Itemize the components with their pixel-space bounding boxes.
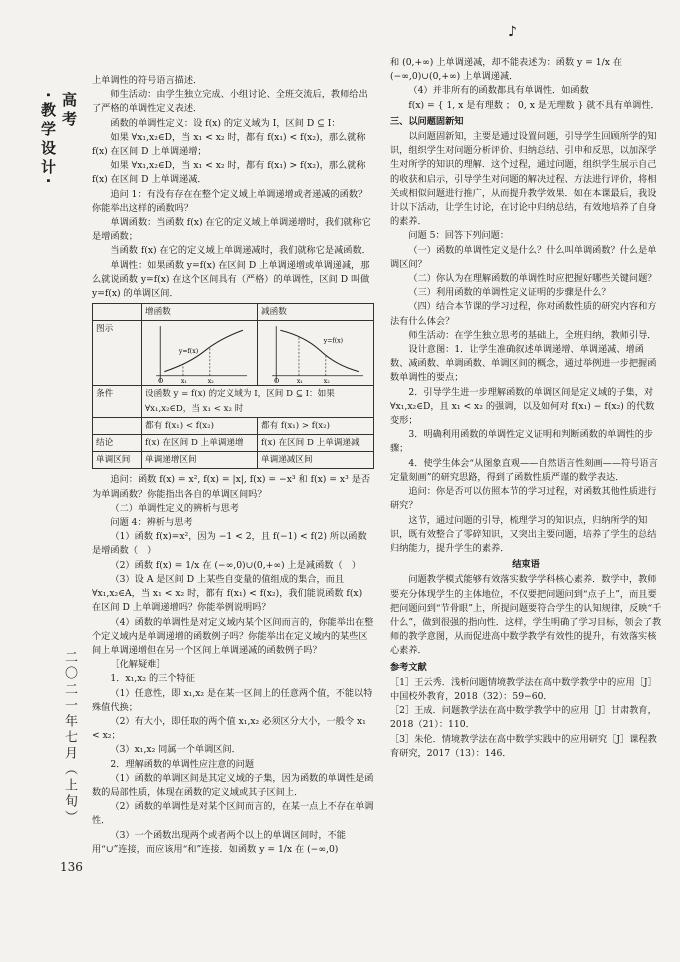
paragraph: 问题教学模式能够有效落实数学学科核心素养．数学中，教师要充分体现学生的主体地位，不仅要把问题问到“点子上”，而且要把问题问到“节骨眼”上，所提问题要符合学生的认知规律，反映“千什么”，做到很强的指向性．这样，学生明确了学习目标，领会了教师的教学意图，从而促进高中数学教学有效性的提升，有效落实核心素养． (390, 574, 662, 657)
paragraph: 追问 1：有没有存在在整个定义域上单调递增或者递减的函数？你能举出这样的函数吗？ (92, 188, 368, 214)
paragraph: （四）结合本节课的学习过程，你对函数性质的研究内容和方法有什么体会？ (390, 301, 657, 327)
paragraph: 2．理解函数的单调性应注意的问题 (110, 758, 255, 770)
table-cell: f(x) 在区间 D 上单调递增 (142, 435, 258, 452)
paragraph: ［化解疑难］ (110, 659, 166, 671)
paragraph: （3）设 A 是区间 D 上某些自变量的值组成的集合，而且 ∀x₁,x₂∈A，当 x₁ < x₂ 时，都有 f(x₁) < f(x₂)，我们能说函数 f(x) 在区间 D 上单调递增吗？你能举例说明吗？ (92, 573, 363, 614)
paragraph: 2．引导学生进一步理解函数的单调区间是定义域的子集，对 ∀x₁,x₂∈D，且 x₁ < x₂ 的强调，以及如何对 f(x₁) − f(x₂) 的代数变形； (390, 386, 655, 427)
table-row-label: 条件 (93, 386, 142, 417)
section-heading: 三、以问题固新知 (390, 115, 464, 127)
table-cell: 单调递减区间 (258, 452, 374, 469)
paragraph: （一）函数的单调性定义是什么？什么叫单调函数？什么是单调区间？ (390, 244, 657, 270)
paragraph: 如果 ∀x₁,x₂∈D，当 x₁ < x₂ 时，都有 f(x₁) < f(x₂)，那么就称 f(x) 在区间 D 上单调递增； (92, 131, 366, 158)
monotonic-comparison-table (92, 303, 374, 469)
paragraph: 追问：你是否可以仿照本节的学习过程，对函数其他性质进行研究？ (390, 486, 657, 512)
paragraph: 问题 5：回答下列问题： (408, 230, 510, 242)
journal-name: 高考 (60, 92, 78, 130)
table-cell: 单调递增区间 (142, 452, 258, 469)
paragraph: 追问：函数 f(x) = x², f(x) = |x|, f(x) = −x³ 和 f(x) = x³ 是否为单调函数？你能指出各自的单调区间吗？ (92, 474, 371, 500)
section-heading: 结束语 (512, 559, 540, 571)
svg-text:O: O (274, 378, 280, 385)
table-header: 增函数 (142, 304, 258, 321)
paragraph: 师生活动：在学生独立思考的基础上，全班归纳，教师引导． (408, 329, 657, 341)
column-name: ·教学设计· (39, 92, 57, 188)
table-row-label: 图示 (93, 321, 142, 386)
paragraph: 单调函数：当函数 f(x) 在它的定义域上单调递增时，我们就称它是增函数； (92, 217, 371, 243)
formula: f(x) = { 1, x 是有理数 ； 0, x 是无理数 } 就不具有单调性． (408, 99, 660, 111)
paragraph: 上单调性的符号语言描述． (92, 75, 203, 86)
table-header: 减函数 (258, 304, 374, 321)
paragraph: 和 (0,+∞) 上单调递减，却不能表述为：函数 y = 1/x 在 (−∞,0)∪(0,+∞) 上单调递减． (390, 57, 623, 83)
paragraph: （1）任意性，即 x₁,x₂ 是在某一区间上的任意两个值，不能以特殊值代换； (92, 687, 373, 713)
svg-text:x₁: x₁ (180, 378, 187, 385)
paragraph: 函数的单调性定义：设 f(x) 的定义域为 I，区间 D ⊆ I： (110, 117, 341, 129)
paragraph: （2）有大小，即任取的两个值 x₁,x₂ 必须区分大小，一般令 x₁ < x₂； (92, 715, 366, 742)
paragraph: （2）函数的单调性是对某个区间而言的，在某一点上不存在单调性． (92, 801, 374, 827)
table-cell: 都有 f(x₁) < f(x₂) (142, 417, 258, 434)
paragraph: 4．使学生体会“从图象直观——自然语言性刻画——符号语言定量刻画”的研究思路，得到了函数性质严谨的数学表达． (390, 457, 658, 483)
table-cell: f(x) 在区间 D 上单调递减 (258, 435, 374, 452)
paragraph: 3．明确利用函数的单调性定义证明和判断函数的单调性的步骤； (390, 429, 654, 455)
page-number: 136 (60, 860, 83, 874)
svg-text:O: O (158, 378, 164, 385)
section-heading: （二）单调性定义的辨析与思考 (110, 502, 240, 514)
left-column (92, 74, 374, 857)
reference-item: ［2］王成．问题教学法在高中数学教学中的应用［J］甘肃教育，2018（21）：110． (390, 705, 657, 731)
table-cell: 设函数 y = f(x) 的定义域为 I，区间 D ⊆ I：如果 ∀x₁,x₂∈D，当 x₁ < x₂ 时 (142, 386, 374, 417)
paragraph: （二）你认为在理解函数的单调性时应把握好哪些关键问题？ (408, 273, 657, 285)
svg-text:x₂: x₂ (207, 378, 214, 385)
reference-item: ［3］朱伦．情境教学法在高中数学实践中的应用研究［J］课程教育研究，2017（13）：146． (390, 733, 657, 759)
paragraph: 问题 4：辨析与思考 (110, 517, 193, 529)
right-column (390, 56, 662, 761)
table-row-label: 单调区间 (93, 452, 142, 469)
handwritten-mark: ♪ (508, 24, 517, 40)
paragraph: 单调性：如果函数 y=f(x) 在区间 D 上单调递增或单调递减，那么就说函数 y=f(x) 在这个区间具有（严格）的单调性，区间 D 叫做 y=f(x) 的单调区间． (92, 259, 370, 300)
paragraph: 如果 ∀x₁,x₂∈D，当 x₁ < x₂ 时，都有 f(x₁) > f(x₂)，那么就称 f(x) 在区间 D 上单调递减． (92, 160, 366, 186)
paragraph: 师生活动：由学生独立完成、小组讨论、全班交流后，教师给出了严格的单调性定义表述． (92, 89, 368, 115)
paragraph: 当函数 f(x) 在它的定义域上单调递减时，我们就称它是减函数． (110, 245, 371, 257)
paragraph: 这节，通过问题的引导，梳理学习的知识点，归纳所学的知识，既有效整合了零碎知识，又突出主要问题，培养了学生的总结归纳能力，提升学生的素养． (390, 514, 657, 554)
paragraph: （3）一个函数出现两个或者两个以上的单调区间时，不能用“∪”连接，而应该用“和”连接．如函数 y = 1/x 在 (−∞,0) (92, 829, 346, 855)
references (390, 661, 662, 761)
increasing-curve-figure (145, 322, 254, 384)
paragraph: （1）函数的单调区间是其定义域的子集，因为函数的单调性是函数的局部性质，体现在函数的定义域或其子区间上． (92, 772, 374, 798)
decreasing-curve-figure (261, 322, 370, 384)
svg-text:x₁: x₁ (296, 378, 303, 385)
issue-date: 二〇二一年七月（上旬） (62, 650, 77, 826)
reference-item: ［1］王云秀．浅析问题情境教学法在高中数学教学中的应用［J］中国校外教育，2018（32）：59−60． (390, 676, 657, 702)
paragraph: （2）函数 f(x) = 1/x 在 (−∞,0)∪(0,+∞) 上是减函数（ ） (110, 559, 362, 571)
paragraph: （三）利用函数的单调性定义证明的步骤是什么？ (408, 287, 611, 299)
svg-text:y=f(x): y=f(x) (323, 338, 344, 346)
journal-title (39, 92, 80, 188)
paragraph: （3）x₁,x₂ 同属一个单调区间． (110, 744, 241, 756)
decreasing-graph (258, 321, 374, 386)
references-title: 参考文献 (390, 661, 427, 673)
increasing-graph (142, 321, 258, 386)
table-row-label: 结论 (93, 435, 142, 452)
paragraph: （4）函数的单调性是对定义域内某个区间而言的，你能举出在整个定义域内是单调递增的函数例子吗？你能举出在定义域内的某些区间上单调递增但在另一个区间上单调递减的函数例子吗？ (92, 616, 374, 656)
svg-text:x₂: x₂ (323, 378, 330, 385)
paragraph: 设计意图：1．让学生准确叙述单调递增、单调递减、增函数、减函数、单调函数、单调区间的概念，通过举例进一步把握函数单调性的要点； (390, 344, 657, 384)
paragraph: （4）并非所有的函数都具有单调性．如函数 (408, 85, 589, 97)
svg-text:y=f(x): y=f(x) (178, 348, 199, 356)
paragraph: （1）函数 f(x)=x²，因为 −1 < 2，且 f(−1) < f(2) 所以函数是增函数（ ） (92, 531, 367, 557)
table-cell: 都有 f(x₁) > f(x₂) (258, 417, 374, 434)
paragraph: 1．x₁,x₂ 的三个特征 (110, 673, 195, 685)
paragraph: 以问题固新知，主要是通过设置问题，引导学生回顾所学的知识，组织学生对问题分析评价、归纳总结、引申和反思，以加深学生对所学的知识的理解．这个过程，通过问题，组织学生展示自己的收获和启示，引导学生对问题的解决过程、方法进行评价，将相关或相似问题进行推广，从而提升教学效果．如在本课最后，我设计以下活动，让学生讨论，在讨论中归纳总结，有效地培养了自身的素养． (390, 131, 657, 228)
